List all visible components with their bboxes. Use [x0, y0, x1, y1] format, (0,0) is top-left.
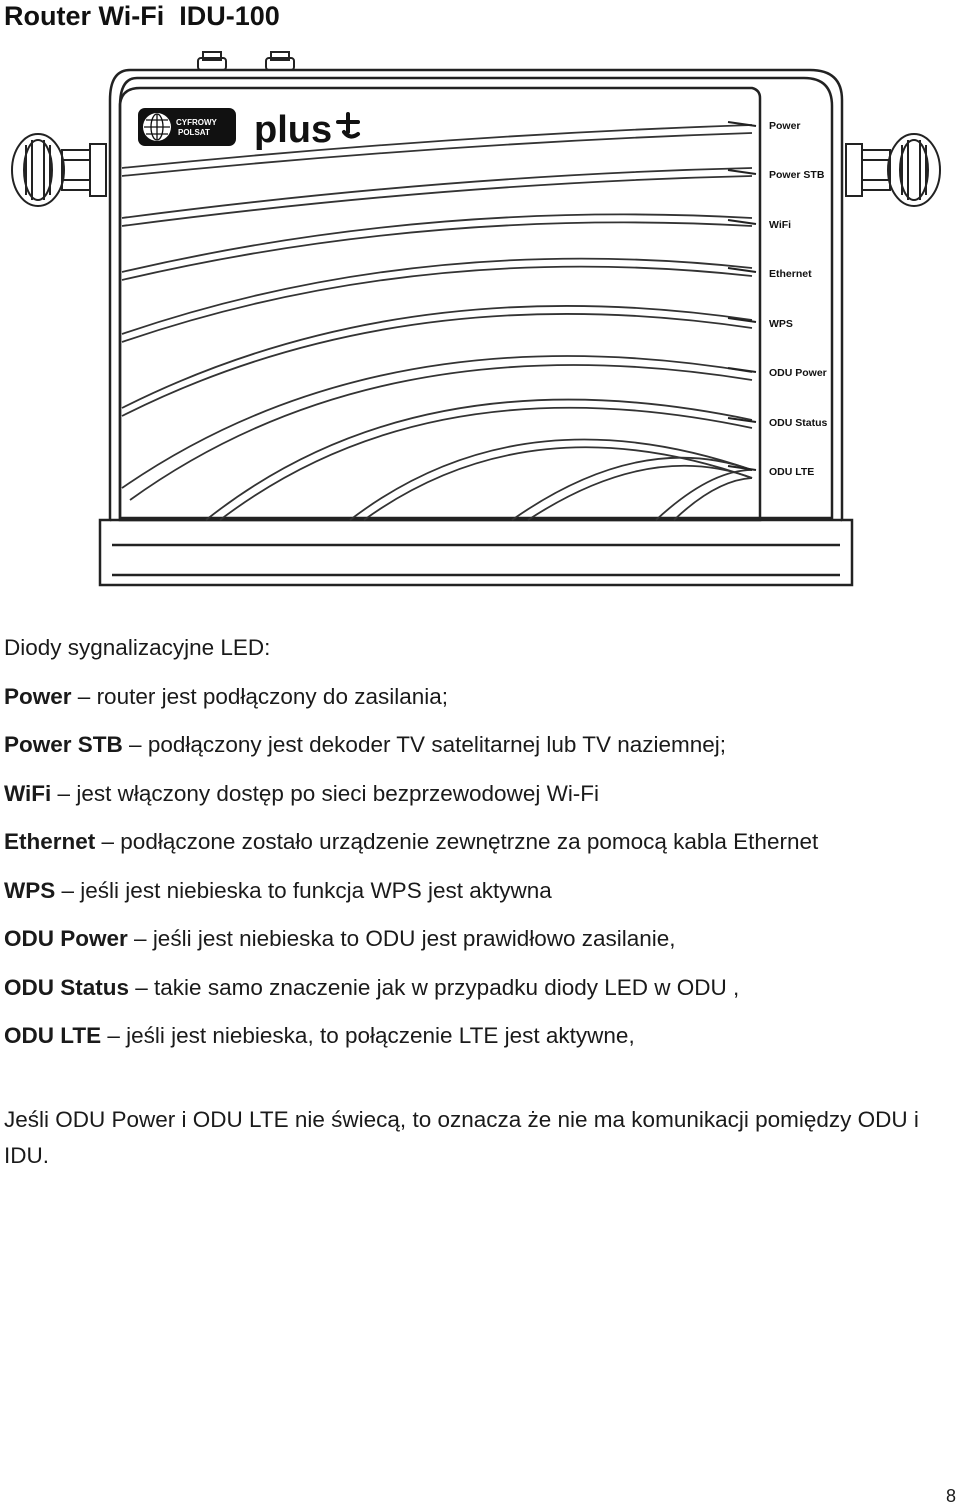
led-name: Power: [4, 683, 72, 709]
led-description: podłączone zostało urządzenie zewnętrzne za pomocą kabla Ethernet: [120, 829, 819, 854]
cyfrowy-polsat-logo: [138, 108, 236, 146]
led-section-heading: Diody sygnalizacyjne LED:: [4, 635, 271, 660]
communication-note: Jeśli ODU Power i ODU LTE nie świecą, to oznacza że nie ma komunikacji pomiędzy ODU i IDU.: [4, 1107, 919, 1168]
led-item-odu-power: ODU Power – jeśli jest niebieska to ODU jest prawidłowo zasilanie,: [4, 926, 676, 951]
led-label-wps: WPS: [769, 318, 793, 330]
page-title: Router Wi-Fi IDU-100: [4, 1, 280, 31]
led-label-odu-power: ODU Power: [769, 367, 827, 379]
led-name: Ethernet: [4, 829, 96, 854]
logo-polsat-text: POLSAT: [178, 128, 210, 137]
led-item-power: Power – router jest podłączony do zasilania;: [4, 683, 449, 709]
led-description: jeśli jest niebieska to funkcja WPS jest aktywna: [80, 877, 552, 903]
router-diagram: [0, 40, 960, 600]
led-description-section: [4, 630, 944, 1174]
led-labels: [769, 120, 828, 478]
led-name: ODU LTE: [4, 1023, 102, 1048]
wave-stripes: [122, 125, 752, 520]
led-item-wps: WPS – jeśli jest niebieska to funkcja WPS jest aktywna: [4, 877, 552, 903]
led-description: router jest podłączony do zasilania;: [96, 683, 449, 709]
led-item-wifi: WiFi – jest włączony dostęp po sieci bezprzewodowej Wi-Fi: [4, 780, 600, 806]
led-description: jeśli jest niebieska to ODU jest prawidłowo zasilanie,: [152, 926, 676, 951]
led-name: Power STB: [4, 732, 123, 757]
led-description: jest włączony dostęp po sieci bezprzewodowej Wi-Fi: [76, 780, 600, 806]
led-label-odu-status: ODU Status: [769, 417, 828, 429]
led-description: podłączony jest dekoder TV satelitarnej lub TV naziemnej;: [147, 732, 727, 757]
led-label-wifi: WiFi: [769, 219, 792, 231]
led-label-ethernet: Ethernet: [769, 268, 812, 280]
led-label-odu-lte: ODU LTE: [769, 466, 815, 478]
page-number: 8: [945, 1486, 956, 1506]
led-description: jeśli jest niebieska, to połączenie LTE jest aktywne,: [126, 1023, 635, 1048]
led-item-ethernet: Ethernet – podłączone zostało urządzenie zewnętrzne za pomocą kabla Ethernet: [4, 829, 819, 854]
top-connectors: [198, 52, 294, 70]
led-name: WiFi: [4, 780, 52, 806]
led-description: takie samo znaczenie jak w przypadku diody LED w ODU ,: [154, 974, 740, 1000]
led-item-odu-lte: ODU LTE – jeśli jest niebieska, to połączenie LTE jest aktywne,: [4, 1023, 635, 1048]
plus-logo: [254, 109, 358, 151]
logo-plus-text: plus: [254, 109, 333, 151]
led-label-power-stb: Power STB: [769, 169, 825, 181]
led-name: ODU Status: [4, 974, 130, 1000]
right-antenna: [846, 134, 940, 206]
logo-cyfrowy-text: CYFROWY: [176, 118, 217, 127]
led-item-odu-status: ODU Status – takie samo znaczenie jak w przypadku diody LED w ODU ,: [4, 974, 740, 1000]
led-item-power-stb: Power STB – podłączony jest dekoder TV satelitarnej lub TV naziemnej;: [4, 732, 727, 757]
led-name: ODU Power: [4, 926, 128, 951]
led-label-power: Power: [769, 120, 801, 132]
left-antenna: [12, 134, 106, 206]
led-name: WPS: [4, 877, 56, 903]
